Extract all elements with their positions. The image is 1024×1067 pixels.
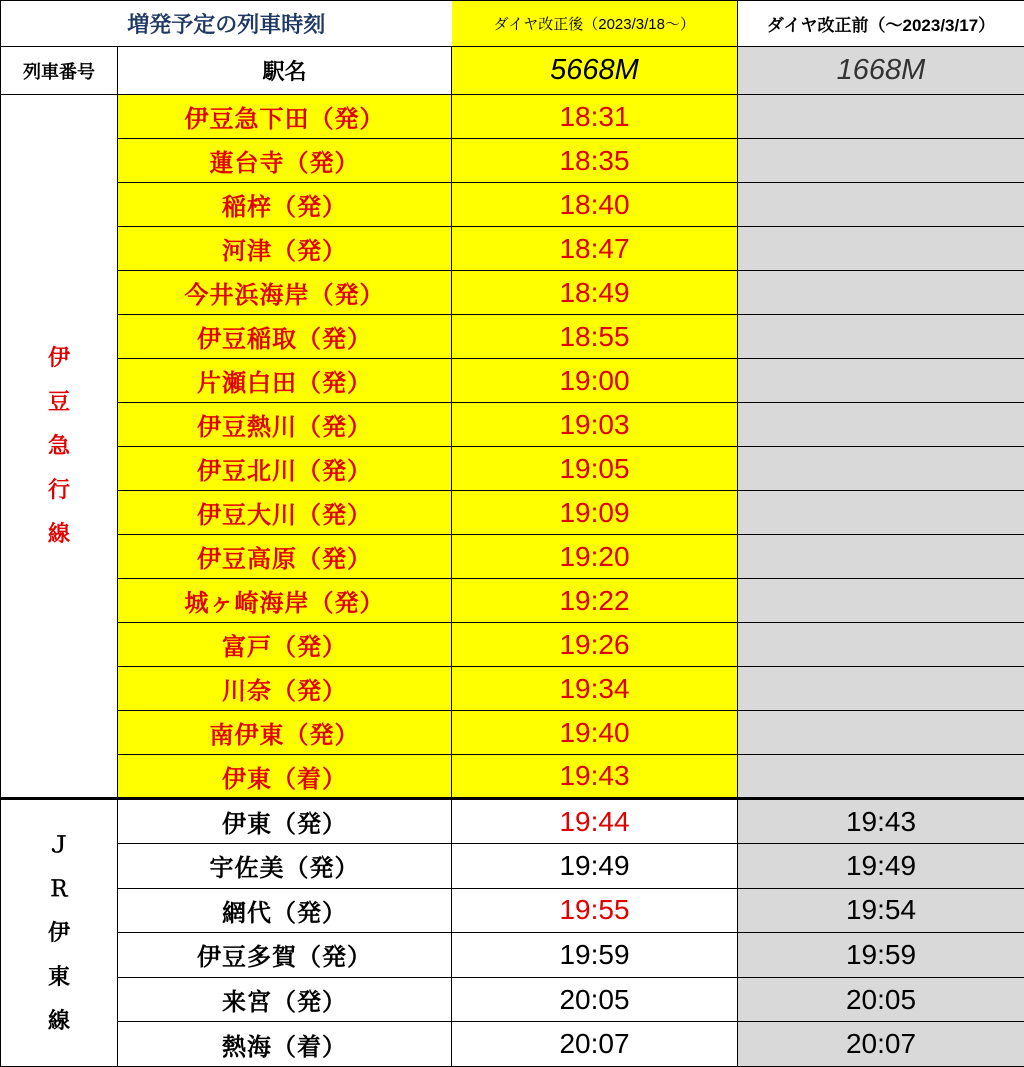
station-name: 片瀬白田（発）: [118, 359, 452, 403]
jr-line-char: 東: [47, 964, 70, 990]
time-before: [738, 447, 1024, 491]
time-before: 19:43: [738, 799, 1024, 844]
time-after: 19:05: [452, 447, 738, 491]
izukyu-line-char: 行: [47, 477, 70, 503]
station-name: 伊豆多賀（発）: [118, 933, 452, 978]
station-name: 伊豆大川（発）: [118, 491, 452, 535]
jr-row: [1, 799, 1024, 844]
time-before: [738, 139, 1024, 183]
time-before: [738, 711, 1024, 755]
izukyu-row: [1, 579, 1024, 623]
time-after: 19:09: [452, 491, 738, 535]
time-after: 18:55: [452, 315, 738, 359]
izukyu-row: [1, 315, 1024, 359]
station-name: 城ヶ崎海岸（発）: [118, 579, 452, 623]
station-name: 来宮（発）: [118, 977, 452, 1022]
station-name: 伊豆急下田（発）: [118, 95, 452, 139]
izukyu-row: [1, 139, 1024, 183]
jr-row: [1, 888, 1024, 933]
station-name: 宇佐美（発）: [118, 843, 452, 888]
time-after: 18:47: [452, 227, 738, 271]
jr-row: [1, 843, 1024, 888]
time-after: 19:55: [452, 888, 738, 933]
station-name: 蓮台寺（発）: [118, 139, 452, 183]
izukyu-line-char: 線: [47, 521, 70, 547]
station-label: 駅名: [118, 47, 452, 95]
time-before: 19:59: [738, 933, 1024, 978]
time-before: [738, 403, 1024, 447]
time-after: 19:22: [452, 579, 738, 623]
izukyu-row: [1, 359, 1024, 403]
time-before: [738, 491, 1024, 535]
jr-line-char: Ｒ: [47, 876, 70, 902]
time-after: 19:43: [452, 755, 738, 799]
time-before: [738, 315, 1024, 359]
time-before: [738, 579, 1024, 623]
izukyu-row: [1, 711, 1024, 755]
time-before: [738, 227, 1024, 271]
izukyu-row: [1, 623, 1024, 667]
jr-line-name: [1, 799, 118, 1067]
station-name: 伊豆北川（発）: [118, 447, 452, 491]
time-after: 19:49: [452, 843, 738, 888]
izukyu-row: [1, 667, 1024, 711]
jr-line-char: Ｊ: [47, 832, 70, 858]
station-name: 富戸（発）: [118, 623, 452, 667]
station-name: 伊東（発）: [118, 799, 452, 844]
time-before: 20:05: [738, 977, 1024, 1022]
time-after: 19:44: [452, 799, 738, 844]
time-before: [738, 359, 1024, 403]
station-name: 伊豆熱川（発）: [118, 403, 452, 447]
station-name: 南伊東（発）: [118, 711, 452, 755]
train-number-before: 1668M: [738, 47, 1024, 95]
station-name: 川奈（発）: [118, 667, 452, 711]
time-after: 18:49: [452, 271, 738, 315]
jr-line-char: 線: [47, 1008, 70, 1034]
time-before: [738, 95, 1024, 139]
time-after: 18:31: [452, 95, 738, 139]
time-after: 20:07: [452, 1022, 738, 1067]
time-after: 19:40: [452, 711, 738, 755]
izukyu-row: [1, 271, 1024, 315]
time-before: [738, 623, 1024, 667]
time-after: 19:26: [452, 623, 738, 667]
page-title: 増発予定の列車時刻: [1, 1, 452, 47]
izukyu-row: [1, 447, 1024, 491]
time-before: [738, 271, 1024, 315]
station-name: 稲梓（発）: [118, 183, 452, 227]
header-row-top: [1, 1, 1024, 47]
time-before: 19:49: [738, 843, 1024, 888]
station-name: 河津（発）: [118, 227, 452, 271]
time-before: [738, 755, 1024, 799]
station-name: 伊豆稲取（発）: [118, 315, 452, 359]
izukyu-line-char: 急: [47, 433, 70, 459]
train-number-label: 列車番号: [1, 47, 118, 95]
izukyu-line-char: 豆: [47, 389, 70, 415]
izukyu-row: [1, 535, 1024, 579]
column-header-after: ダイヤ改正後（2023/3/18～）: [452, 1, 738, 47]
jr-line-char: 伊: [47, 920, 70, 946]
train-number-after: 5668M: [452, 47, 738, 95]
time-after: 19:03: [452, 403, 738, 447]
jr-row: [1, 977, 1024, 1022]
time-after: 18:35: [452, 139, 738, 183]
station-name: 熱海（着）: [118, 1022, 452, 1067]
izukyu-row: [1, 183, 1024, 227]
time-after: 19:00: [452, 359, 738, 403]
time-after: 19:59: [452, 933, 738, 978]
column-header-before: ダイヤ改正前（～2023/3/17）: [738, 1, 1024, 47]
time-before: [738, 535, 1024, 579]
station-name: 今井浜海岸（発）: [118, 271, 452, 315]
station-name: 網代（発）: [118, 888, 452, 933]
station-name: 伊豆高原（発）: [118, 535, 452, 579]
jr-row: [1, 933, 1024, 978]
izukyu-row: [1, 491, 1024, 535]
time-before: 20:07: [738, 1022, 1024, 1067]
izukyu-row: [1, 227, 1024, 271]
jr-row: [1, 1022, 1024, 1067]
izukyu-line-name: [1, 95, 118, 799]
header-row-train: [1, 47, 1024, 95]
time-before: 19:54: [738, 888, 1024, 933]
time-after: 19:20: [452, 535, 738, 579]
time-after: 20:05: [452, 977, 738, 1022]
izukyu-line-char: 伊: [47, 345, 70, 371]
izukyu-row: [1, 403, 1024, 447]
station-name: 伊東（着）: [118, 755, 452, 799]
time-before: [738, 183, 1024, 227]
time-after: 18:40: [452, 183, 738, 227]
time-after: 19:34: [452, 667, 738, 711]
time-before: [738, 667, 1024, 711]
izukyu-row: [1, 755, 1024, 799]
izukyu-row: [1, 95, 1024, 139]
